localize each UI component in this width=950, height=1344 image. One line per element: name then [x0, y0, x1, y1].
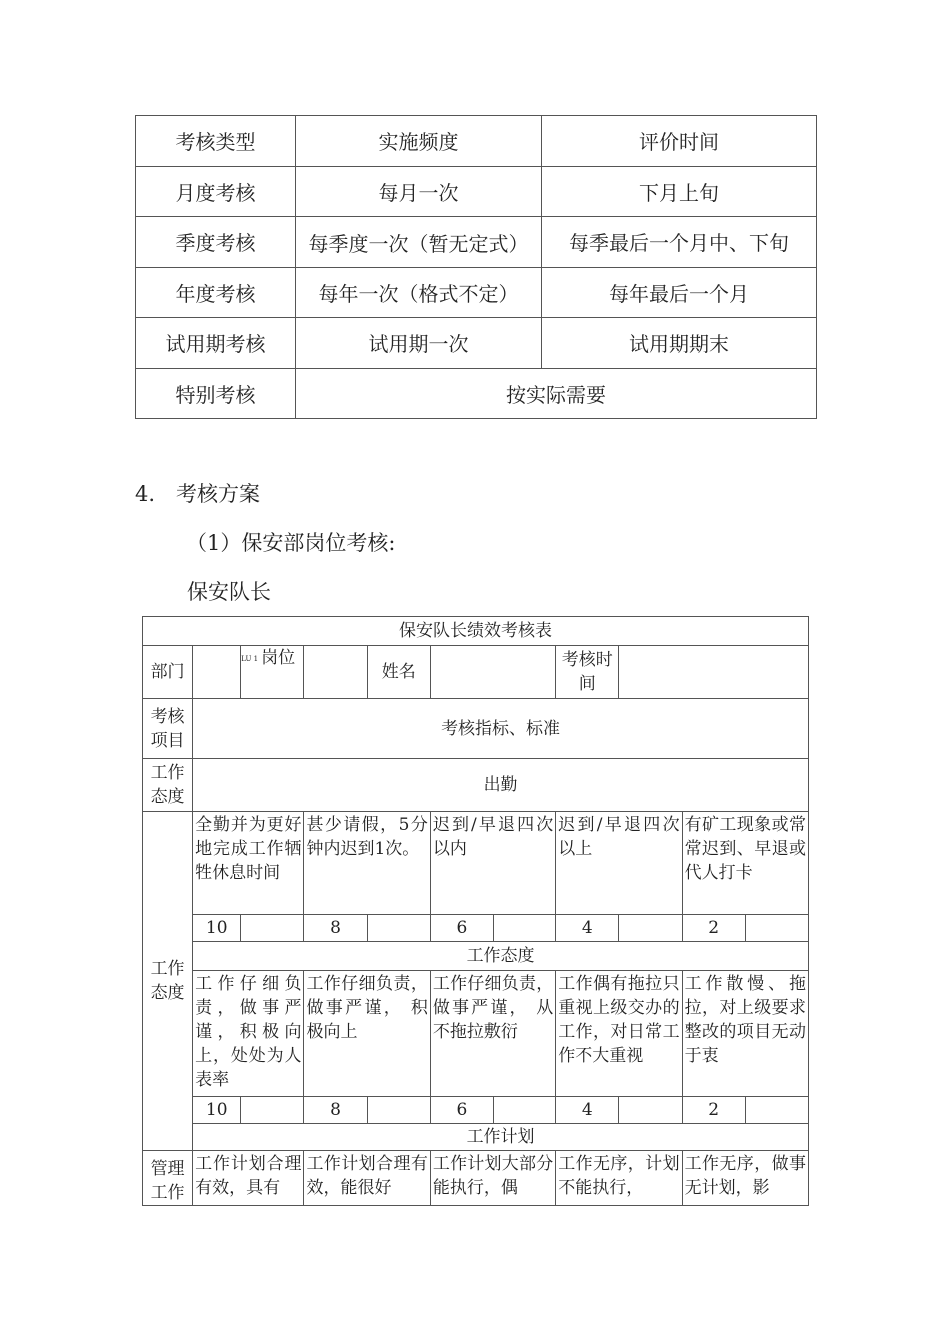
post-value [304, 646, 367, 699]
criteria-text: 工作计划合理有效，具有 [195, 1154, 302, 1197]
score-blank [745, 1097, 808, 1124]
header-type: 考核类型 [136, 116, 296, 167]
form-title-row [143, 617, 809, 646]
dept-value [193, 646, 241, 699]
cell-type: 特别考核 [136, 368, 296, 419]
evaluation-form-table [142, 616, 809, 1206]
score-value: 10 [193, 1097, 241, 1124]
criteria-cell [430, 1151, 555, 1206]
score-row [143, 1097, 809, 1124]
cell-type: 月度考核 [136, 166, 296, 217]
criteria-cell: 工作仔细负责，做事严谨， 从不拖拉敷衍 [430, 971, 555, 1097]
plan-header-row [143, 1124, 809, 1151]
score-blank [619, 1097, 682, 1124]
post-label: 岗位 [261, 648, 296, 668]
criteria-text: 工作计划大部分能执行，偶 [432, 1154, 554, 1197]
score-blank [367, 915, 430, 942]
attitude-label: 工作态度 [143, 759, 193, 812]
criteria-cell: 工作偶有拖拉只重视上级交办的工作，对日常工作不大重视 [556, 971, 682, 1097]
plan-criteria-row [143, 1151, 809, 1206]
attendance-criteria-row [143, 812, 809, 915]
score-blank [494, 1097, 556, 1124]
table-row [136, 166, 817, 217]
indicator-label: 考核指标、标准 [193, 699, 809, 759]
item-header-row [143, 699, 809, 759]
score-blank [494, 915, 556, 942]
cell-eval-time: 试用期期末 [542, 318, 817, 369]
criteria-cell: 迟到/早退四次以内 [430, 812, 555, 915]
cell-frequency: 每年一次（格式不定） [296, 267, 542, 318]
sub-heading: （1）保安部岗位考核: [186, 531, 396, 555]
criteria-text: 工作无序，计划不能执行， [558, 1154, 680, 1197]
attitude-group-label: 工作态度 [143, 812, 193, 1151]
item-label: 考核项目 [143, 699, 193, 759]
post-label-cell [241, 646, 304, 699]
table-row [136, 267, 817, 318]
table-row [136, 368, 817, 419]
section-heading: 4. 考核方案 [135, 482, 261, 506]
attitude-sub-header-row [143, 942, 809, 971]
score-blank [745, 915, 808, 942]
table-row [136, 318, 817, 369]
criteria-cell: 迟到/早退四次以上 [556, 812, 682, 915]
schedule-table [135, 115, 817, 419]
cell-frequency: 试用期一次 [296, 318, 542, 369]
form-title: 保安队长绩效考核表 [143, 617, 809, 646]
criteria-cell [682, 1151, 808, 1206]
mgmt-label: 管理工作 [143, 1151, 193, 1206]
criteria-text: 工作计划合理有效，能很好 [306, 1154, 428, 1197]
cell-type: 季度考核 [136, 217, 296, 268]
header-eval-time: 评价时间 [542, 116, 817, 167]
criteria-cell [304, 1151, 430, 1206]
score-value: 2 [682, 915, 745, 942]
attitude-criteria-row [143, 971, 809, 1097]
table-header-row [136, 116, 817, 167]
score-blank [619, 915, 682, 942]
name-label: 姓名 [367, 646, 430, 699]
criteria-cell: 甚少请假，5分 钟内迟到1次。 [304, 812, 430, 915]
cell-eval-time: 下月上旬 [542, 166, 817, 217]
score-value: 10 [193, 915, 241, 942]
criteria-cell: 工作仔细负责，做事严谨，积极向上，处处为人 表率 [193, 971, 304, 1097]
score-blank [241, 915, 304, 942]
name-value [430, 646, 555, 699]
cell-eval-time: 每季最后一个月中、下旬 [542, 217, 817, 268]
criteria-cell [556, 1151, 682, 1206]
score-value: 8 [304, 915, 367, 942]
form-info-row [143, 646, 809, 699]
criteria-cell: 工作散慢、拖拉，对上级要求整改的项目无动于衷 [682, 971, 808, 1097]
score-blank [367, 1097, 430, 1124]
score-value: 4 [556, 1097, 619, 1124]
score-value: 6 [430, 915, 493, 942]
criteria-cell [193, 1151, 304, 1206]
criteria-text: 工作无序，做事无计划，影 [684, 1154, 806, 1197]
position-title: 保安队长 [187, 580, 271, 604]
cell-special-value: 按实际需要 [296, 368, 817, 419]
cell-frequency: 每月一次 [296, 166, 542, 217]
small-mark: LU 1 [241, 654, 259, 663]
dept-label: 部门 [143, 646, 193, 699]
table-row [136, 217, 817, 268]
header-frequency: 实施频度 [296, 116, 542, 167]
score-value: 8 [304, 1097, 367, 1124]
criteria-cell: 全勤并为更好地完成工作牺牲休息时间 [193, 812, 304, 915]
time-label: 考核时间 [556, 646, 619, 699]
score-value: 6 [430, 1097, 493, 1124]
cell-type: 试用期考核 [136, 318, 296, 369]
cell-type: 年度考核 [136, 267, 296, 318]
score-blank [241, 1097, 304, 1124]
clipped-text: 每季度一次（暂无定式） [308, 231, 529, 256]
score-row [143, 915, 809, 942]
time-value [619, 646, 809, 699]
attitude-sub-label: 工作态度 [193, 942, 809, 971]
plan-label: 工作计划 [193, 1124, 809, 1151]
attendance-header-row [143, 759, 809, 812]
score-value: 2 [682, 1097, 745, 1124]
criteria-cell: 有矿工现象或常常迟到、早退或代人打卡 [682, 812, 808, 915]
cell-frequency [296, 217, 542, 268]
score-value: 4 [556, 915, 619, 942]
criteria-cell: 工作仔细负责，做事严谨， 积极向上 [304, 971, 430, 1097]
cell-eval-time: 每年最后一个月 [542, 267, 817, 318]
attendance-label: 出勤 [193, 759, 809, 812]
